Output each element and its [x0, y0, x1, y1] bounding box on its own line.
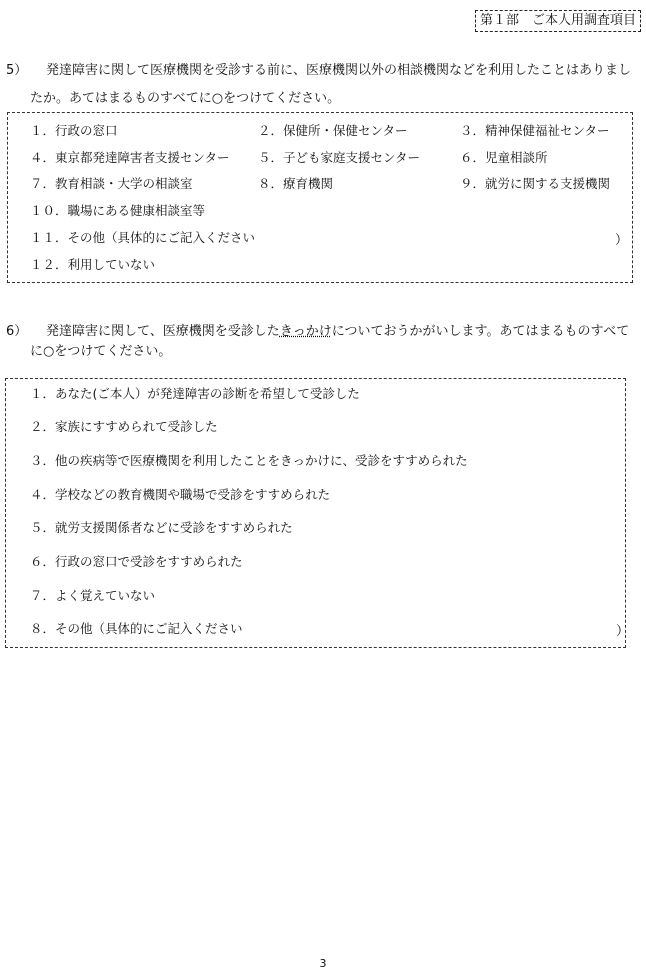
q6-option-4[interactable]: ４．学校などの教育機関や職場で受診をすすめられた: [30, 487, 331, 502]
question-5-text-line1: 発達障害に関して医療機関を受診する前に、医療機関以外の相談機関などを利用したことはありまし: [46, 63, 632, 78]
q6-option-7[interactable]: ７．よく覚えていない: [30, 588, 156, 603]
question-6-text-line1: [46, 321, 629, 343]
q5-option-11[interactable]: １１．その他（具体的にご記入ください: [30, 230, 256, 245]
q5-option-7[interactable]: ７．教育相談・大学の相談室: [30, 176, 193, 191]
q5-option-3[interactable]: ３．精神保健福祉センター: [460, 123, 610, 138]
q6-option-3[interactable]: ３．他の疾病等で医療機関を利用したことをきっかけに、受診をすすめられた: [30, 453, 468, 468]
question-6-keyword-kikkake: きっかけ: [279, 324, 332, 339]
q5-option-2[interactable]: ２．保健所・保健センター: [258, 123, 408, 138]
q5-option-11-close-paren: ）: [615, 233, 629, 248]
question-6-text-part-a: 発達障害に関して、医療機関を受診した: [46, 324, 280, 339]
q5-option-1[interactable]: １．行政の窓口: [30, 123, 118, 138]
question-6-text-line2: に○をつけてください。: [30, 344, 172, 359]
q6-option-2[interactable]: ２．家族にすすめられて受診した: [30, 419, 218, 434]
q5-option-10[interactable]: １０．職場にある健康相談室等: [30, 203, 206, 218]
q6-option-8-close-paren: ）: [616, 624, 630, 639]
q6-option-1[interactable]: １．あなた(ご本人）が発達障害の診断を希望して受診した: [30, 386, 360, 401]
q5-option-8[interactable]: ８．療育機関: [258, 176, 334, 191]
q5-option-6[interactable]: ６．児童相談所: [460, 150, 548, 165]
question-6-text-part-c: についておうかがいします。あてはまるものすべて: [331, 324, 630, 339]
q5-option-9[interactable]: ９．就労に関する支援機関: [460, 176, 611, 191]
q5-option-4[interactable]: ４．東京都発達障害者支援センター: [30, 150, 230, 165]
question-6-number: 6）: [6, 324, 28, 339]
question-5-text-line2: たか。あてはまるものすべてに○をつけてください。: [30, 91, 341, 106]
q6-option-8[interactable]: ８．その他（具体的にご記入ください: [30, 621, 243, 636]
section-header-label: 第１部 ご本人用調査項目: [475, 10, 641, 32]
q5-option-12[interactable]: １２．利用していない: [30, 257, 156, 272]
page-number: 3: [319, 957, 327, 970]
question-5-number: 5）: [6, 63, 28, 78]
q6-option-5[interactable]: ５．就労支援関係者などに受診をすすめられた: [30, 520, 293, 535]
q6-option-6[interactable]: ６．行政の窓口で受診をすすめられた: [30, 554, 243, 569]
q5-option-5[interactable]: ５．子ども家庭支援センター: [258, 150, 421, 165]
